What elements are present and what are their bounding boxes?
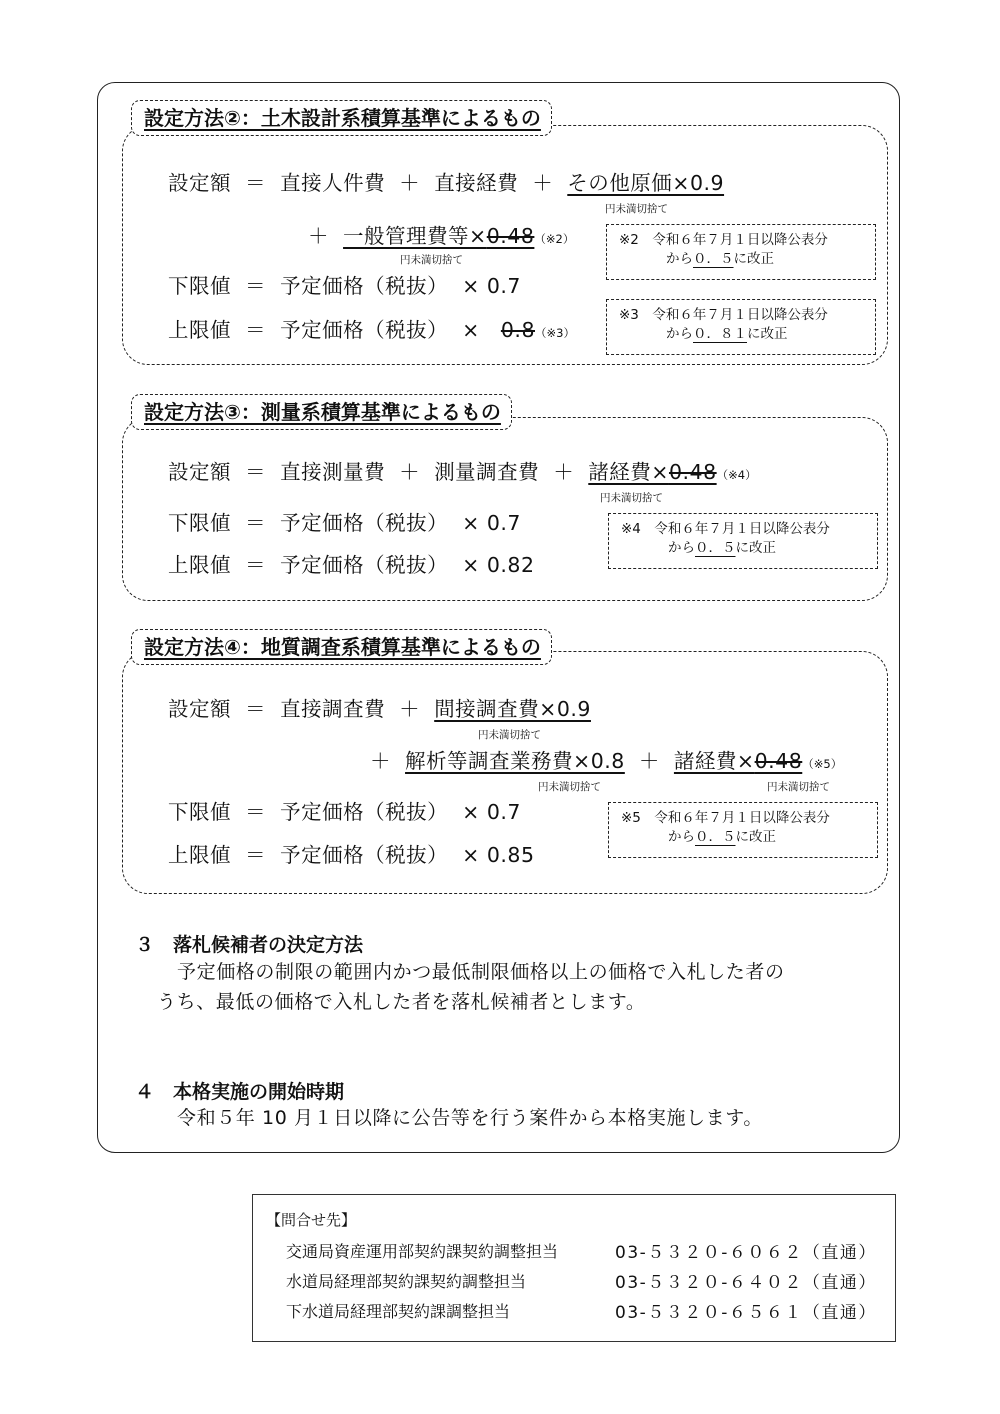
contact-dept: 交通局資産運用部契約課契約調整担当 — [286, 1242, 559, 1261]
contact-phone: 03-５３２０-６５６１（直通） — [615, 1303, 877, 1323]
section-4-formula-line2: ＋ 解析等調査業務費×0.8 ＋ 諸経費×0.48（※5） — [370, 749, 843, 773]
section-3-lower-limit: 下限値 ＝ 予定価格（税抜） × 0.7 — [168, 511, 521, 535]
contact-box — [252, 1194, 896, 1342]
section-3-body-line2: うち、最低の価格で入札した者を落札候補者とします。 — [157, 991, 646, 1013]
section-2-title: 設定方法②：土木設計系積算基準によるもの — [131, 100, 552, 136]
section-3-upper-limit: 上限値 ＝ 予定価格（税抜） × 0.82 — [168, 553, 535, 577]
contact-phone: 03-５３２０-６４０２（直通） — [615, 1273, 877, 1293]
contact-dept: 水道局経理部契約課契約調整担当 — [286, 1272, 527, 1291]
revision-note: ※5 令和６年７月１日以降公表分 から０．５に改正 — [608, 802, 878, 858]
section-2-formula-line1: 設定額 ＝ 直接人件費 ＋ 直接経費 ＋ その他原価×0.9 — [168, 171, 725, 195]
rounding-note: 円未満切捨て — [478, 729, 541, 741]
struck-old-rate: 0.8 — [500, 318, 535, 342]
struck-old-rate: 0.48 — [754, 749, 803, 773]
section-2-lower-limit: 下限値 ＝ 予定価格（税抜） × 0.7 — [168, 274, 521, 298]
struck-old-rate: 0.48 — [486, 224, 535, 248]
rounding-note: 円未満切捨て — [600, 492, 663, 504]
contact-phone: 03-５３２０-６０６２（直通） — [615, 1243, 877, 1263]
revision-note: ※3 令和６年７月１日以降公表分 から０．８１に改正 — [606, 299, 876, 355]
section-2-upper-limit: 上限値 ＝ 予定価格（税抜） × 0.8（※3） — [168, 318, 575, 342]
section-4-lower-limit: 下限値 ＝ 予定価格（税抜） × 0.7 — [168, 800, 521, 824]
section-3-heading: ３ 落札候補者の決定方法 — [135, 934, 364, 956]
section-3-formula-line1: 設定額 ＝ 直接測量費 ＋ 測量調査費 ＋ 諸経費×0.48（※4） — [168, 460, 757, 484]
rounding-note: 円未満切捨て — [400, 254, 463, 266]
section-3-body-line1: 予定価格の制限の範囲内かつ最低制限価格以上の価格で入札した者の — [177, 961, 785, 983]
section-4-upper-limit: 上限値 ＝ 予定価格（税抜） × 0.85 — [168, 843, 535, 867]
rounding-note: 円未満切捨て — [538, 781, 601, 793]
section-3-title: 設定方法③：測量系積算基準によるもの — [131, 394, 512, 430]
section-4-body-line1: 令和５年 10 月１日以降に公告等を行う案件から本格実施します。 — [177, 1107, 763, 1129]
section-4-title: 設定方法④：地質調査系積算基準によるもの — [131, 629, 552, 665]
rounding-note: 円未満切捨て — [767, 781, 830, 793]
contact-title: 【問合せ先】 — [266, 1211, 357, 1229]
struck-old-rate: 0.48 — [668, 460, 717, 484]
section-4-heading: ４ 本格実施の開始時期 — [135, 1081, 345, 1103]
rounding-note: 円未満切捨て — [605, 203, 668, 215]
revision-note: ※2 令和６年７月１日以降公表分 から０．５に改正 — [606, 224, 876, 280]
section-4-formula-line1: 設定額 ＝ 直接調査費 ＋ 間接調査費×0.9 — [168, 697, 591, 721]
revision-note: ※4 令和６年７月１日以降公表分 から０．５に改正 — [608, 513, 878, 569]
section-2-formula-line2: ＋ 一般管理費等×0.48（※2） — [308, 224, 575, 248]
contact-dept: 下水道局経理部契約課調整担当 — [286, 1302, 511, 1321]
